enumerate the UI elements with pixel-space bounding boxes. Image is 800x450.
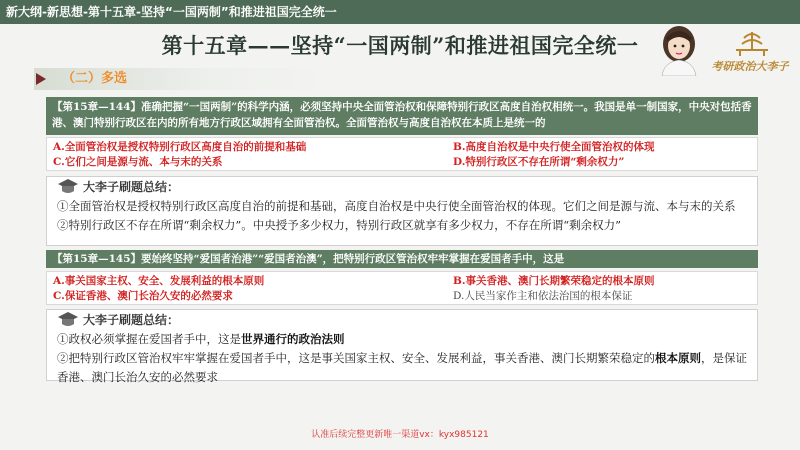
option-c: C.它们之间是源与流、本与末的关系 bbox=[53, 156, 223, 168]
summary-line: ②把特别行政区管治权牢牢掌握在爱国者手中，这是事关国家主权、安全、发展利益，事关香港、澳门长期繁荣稳定的根本原则，是保证香港、澳门长治久安的必然要求 bbox=[57, 351, 747, 384]
emphasis-text: 世界通行的政治法则 bbox=[241, 332, 345, 346]
option-b: B.事关香港、澳门长期繁荣稳定的根本原则 bbox=[453, 275, 655, 287]
options-145 bbox=[46, 271, 758, 305]
options-144 bbox=[46, 137, 758, 171]
brand-text: 考研政治大李子 bbox=[711, 60, 789, 73]
watermark-text: 认准后续完整更新唯一渠道vx：kyx985121 bbox=[311, 430, 489, 440]
emphasis-text: 根本原则 bbox=[655, 351, 701, 365]
question-145: 【第15章—145】要始终坚持“爱国者治港”“爱国者治澳”，把特别行政区管治权牢牢掌握在爱国者手中，这是 bbox=[46, 250, 758, 268]
question-144: 【第15章—144】准确把握“一国两制”的科学内涵，必须坚持中央全面管治权和保障特别行政区高度自治权相统一。我国是单一制国家，中央对包括香港、澳门特别行政区在内的所有地方行政区域拥有全面管治权。全面管治权与高度自治权在本质上是统一的 bbox=[46, 97, 758, 135]
option-d: D.特别行政区不存在所谓“剩余权力” bbox=[453, 156, 625, 168]
option-c: C.保证香港、澳门长治久安的必然要求 bbox=[53, 290, 233, 302]
summary-144 bbox=[46, 176, 758, 246]
mortarboard-icon bbox=[57, 311, 79, 329]
page-title: 第十五章——坚持“一国两制”和推进祖国完全统一 bbox=[161, 33, 639, 58]
summary-line: ②特别行政区不存在所谓“剩余权力”。中央授予多少权力，特别行政区就享有多少权力，不存在所谓“剩余权力” bbox=[57, 218, 622, 232]
section-header: （二）多选 bbox=[34, 68, 334, 90]
arrow-icon bbox=[36, 73, 46, 85]
option-b: B.高度自治权是中央行使全面管治权的体现 bbox=[453, 141, 655, 153]
summary-title: 大李子刷题总结： bbox=[83, 179, 180, 194]
option-d: D.人民当家作主和依法治国的根本保证 bbox=[453, 290, 633, 302]
summary-line: ①全面管治权是授权特别行政区高度自治的前提和基础，高度自治权是中央行使全面管治权的体现。它们之间是源与流、本与末的关系 bbox=[57, 199, 736, 213]
option-a: A.全面管治权是授权特别行政区高度自治的前提和基础 bbox=[53, 141, 307, 153]
mortarboard-icon bbox=[57, 178, 79, 196]
option-a: A.事关国家主权、安全、发展利益的根本原则 bbox=[53, 275, 265, 287]
summary-title: 大李子刷题总结： bbox=[83, 312, 180, 327]
summary-line: ①政权必须掌握在爱国者手中，这是世界通行的政治法则 bbox=[57, 332, 345, 346]
breadcrumb: 新大纲-新思想-第十五章-坚持“一国两制”和推进祖国完全统一 bbox=[0, 0, 800, 24]
summary-145 bbox=[46, 309, 758, 384]
